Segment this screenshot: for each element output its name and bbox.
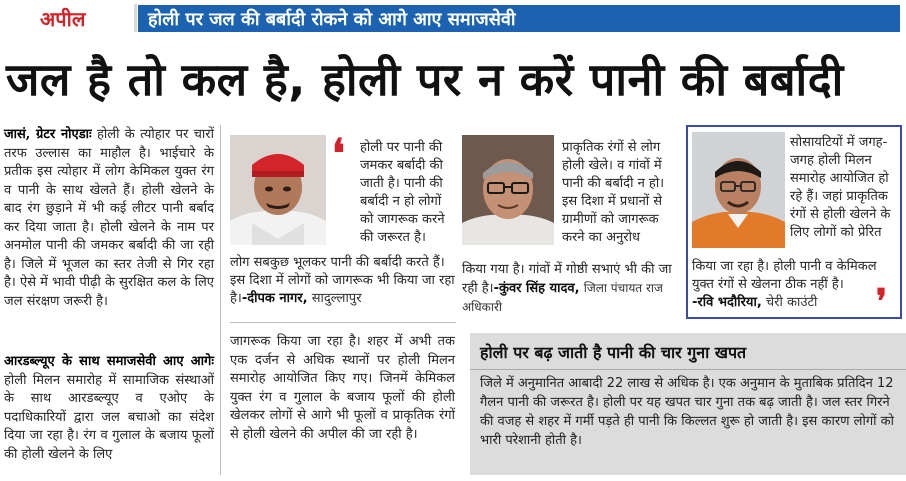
quote-1-bottom bbox=[230, 254, 456, 308]
divider bbox=[230, 322, 456, 323]
headline: जल है तो कल है, होली पर न करें पानी की बर्बादी bbox=[6, 53, 844, 106]
quote-2-bottom-text: किया गया है। गांवों में गोष्ठी सभाएं भी की जा रही है। bbox=[462, 262, 672, 296]
quote-3-side: सोसायटियों में जगह-जगह होली मिलन समारोह आयोजित हो रहे हैं। जहां प्राकृतिक रंगों से होली खेलने के लिए लोगों को प्रेरित bbox=[790, 135, 891, 240]
info-box-title: होली पर बढ़ जाती है पानी की चार गुना खपत bbox=[480, 343, 747, 362]
kicker-title: होली पर जल की बर्बादी रोकने को आगे आए समाजसेवी bbox=[148, 9, 516, 30]
quote-1-place: सादुल्लापुर bbox=[311, 291, 362, 306]
quote-2-name: -कुंवर सिंह यादव, bbox=[493, 281, 580, 296]
middle-column: जागरूक किया जा रहा है। शहर में अभी तक एक दर्जन से अधिक स्थानों पर होली मिलन समारोह आयोजित किए गए। जिनमें केमिकल युक्त रंग व गुलाल के बजाय फूलों की होली खेलकर लोगों से आगे भी फूलों व प्राकृतिक रंगों से होली खेलने की अपील की जा रही है। bbox=[230, 334, 455, 442]
quote-2-bottom bbox=[462, 261, 682, 317]
quote-end-mark-icon: ❜ bbox=[876, 282, 887, 322]
quote-mark-icon: ❛ bbox=[332, 130, 345, 177]
quote-1-name: -दीपक नागर, bbox=[241, 291, 308, 306]
portrait-photo-1 bbox=[230, 135, 326, 245]
info-box-divider bbox=[470, 369, 906, 370]
left-column bbox=[4, 126, 214, 311]
article-paragraph-1: होली के त्योहार पर चारों तरफ उल्लास का माहौल है। भाईचारे के प्रतीक इस त्योहार में लोग केमिकल युक्त रंग व पानी के साथ खेलते हैं। होली खेलने के बाद रंग छुड़ाने में भी कई लीटर पानी बर्बाद कर दिया जाता है। होली खेलने के नाम पर अनमोल पानी की जमकर बर्बादी की जा रही है। जिले में भूजल का स्तर तेजी से गिर रहा है। ऐसे में भावी पीढ़ी के सुरक्षित कल के लिए जल संरक्षण जरूरी है। bbox=[4, 127, 214, 309]
article-paragraph-2: होली मिलन समारोह में सामाजिक संस्थाओं के साथ आरडब्ल्यूए व एओए के पदाधिकारियों द्वारा जल बचाओ का संदेश दिया जा रहा है। रंग व गुलाल के बजाय फूलों की होली खेलने के लिए bbox=[4, 372, 214, 462]
subheading: आरडब्ल्यूए के साथ समाजसेवी आए आगेः bbox=[4, 354, 214, 369]
quote-1-bottom-text: लोग सबकुछ भूलकर पानी की बर्बादी करते हैं। इस दिशा में लोगों को जागरूक भी किया जा रहा है। bbox=[230, 255, 455, 306]
quote-1-side-text: होली पर पानी की जमकर बर्बादी की जाती है। पानी की बर्बादी न हो लोगों को जागरूक करने की जरूरत है। bbox=[360, 140, 445, 245]
left-column-lower bbox=[4, 353, 214, 464]
portrait-photo-2 bbox=[462, 135, 554, 245]
quote-2-side: प्राकृतिक रंगों से लोग होली खेले। व गांवों में पानी की बर्बादी न हो। इस दिशा में प्रधानों से ग्रामीणों को जागरूक करने का अनुरोध bbox=[562, 140, 665, 245]
dateline: जासं, ग्रेटर नोएडाः bbox=[4, 127, 92, 142]
info-box-body: जिले में अनुमानित आबादी 22 लाख से अधिक है। एक अनुमान के मुताबिक प्रतिदिन 12 गैलन पानी की जरूरत है। होली पर यह खपत चार गुना तक बढ़ जाती है। जल स्तर गिरने की वजह से शहर में गर्मी पड़ते ही पानी कि किल्लत शुरू हो जाती है। इस कारण लोगों को भारी परेशानी होती है। bbox=[480, 376, 895, 448]
quote-1-side bbox=[330, 139, 454, 247]
quote-3-name: -रवि भदौरिया, bbox=[692, 295, 762, 310]
column-rule bbox=[220, 125, 221, 475]
quote-3-bottom-text: किया जा रहा है। होली पानी व केमिकल युक्त रंगों से खेलना ठीक नहीं है। bbox=[692, 259, 877, 292]
quote-3-place: चेरी काउंटी bbox=[765, 295, 818, 310]
quote-3-bottom bbox=[692, 258, 898, 312]
portrait-photo-3 bbox=[692, 132, 785, 248]
quote-2-place: जिला पंचायत राज अधिकारी bbox=[462, 281, 663, 314]
section-tag: अपील bbox=[40, 7, 86, 31]
